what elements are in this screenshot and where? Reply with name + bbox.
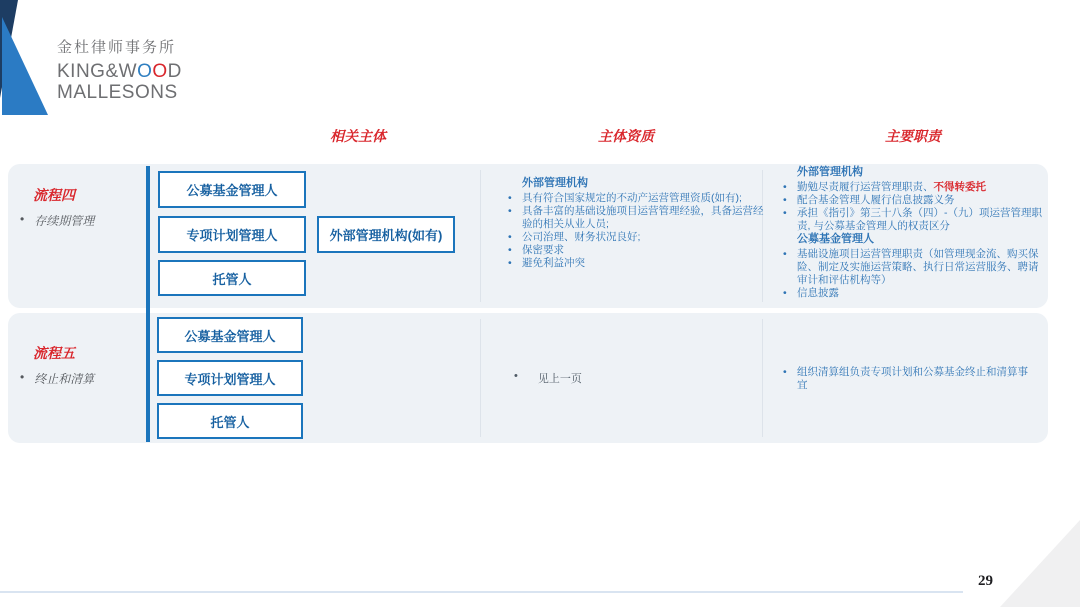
brand-name-en-line2: MALLESONS [57,82,178,104]
divider [762,319,763,437]
entity-box-custodian: 托管人 [158,260,306,296]
entity-box-external-manager: 外部管理机构(如有) [317,216,455,253]
page-number: 29 [978,573,993,589]
entity-box-custodian: 托管人 [157,403,303,439]
duty-highlight-no-subdelegation: 不得转委托 [933,180,986,193]
stage-desc-process4: • 存续期管理 [20,212,95,228]
column-header-duties: 主要职责 [885,128,941,144]
bullet-icon: • [514,370,518,382]
column-header-related-entities: 相关主体 [330,128,386,144]
qualification-item: • 避免利益冲突 [508,257,585,270]
bullet-icon: • [783,248,787,260]
column-header-qualifications: 主体资质 [598,128,654,144]
bullet-icon: • [20,370,25,384]
bullet-icon: • [783,366,787,378]
accent-line [146,166,150,442]
divider [480,170,481,302]
stage-label-process4: 流程四 [33,187,75,203]
brand-name-cn: 金杜律师事务所 [57,39,177,56]
corner-decoration [1000,520,1080,607]
bullet-icon: • [20,212,25,226]
bullet-icon: • [508,204,512,217]
duty-item: • 勤勉尽责履行运营管理职责、不得转委托 [783,180,986,193]
divider [480,319,481,437]
duties-subheader-public-fund-manager: 公募基金管理人 [797,233,874,246]
bullet-icon: • [783,180,787,193]
bullet-icon: • [508,257,512,270]
entity-box-public-fund-manager: 公募基金管理人 [158,171,306,208]
kwm-logo [57,36,182,104]
bullet-icon: • [508,231,512,244]
qualification-item: • 具有符合国家规定的不动产运营管理资质(如有); [508,191,742,204]
bullet-icon: • [783,287,787,300]
duty-item: • 信息披露 [783,287,839,300]
stage-label-process5: 流程五 [33,345,75,361]
brand-name-en-line1: KING&WOOD [57,61,182,82]
qualification-item: • 保密要求 [508,244,564,257]
stage-desc-process5: • 终止和清算 [20,370,95,386]
logo-o-blue: O [137,61,153,82]
qualification-item: • 公司治理、财务状况良好; [508,231,641,244]
bullet-icon: • [783,207,787,219]
entity-box-special-plan-manager: 专项计划管理人 [157,360,303,396]
duty-item: • 配合基金管理人履行信息披露义务 [783,193,955,206]
duty-item: • 承担《指引》第三十八条（四）-（九）项运营管理职责, 与公募基金管理人的权责区分 [783,207,1042,233]
footer-divider-line [0,591,963,593]
entity-box-public-fund-manager: 公募基金管理人 [157,317,303,353]
duty-item: • 基础设施项目运营管理职责（如管理现金流、购买保险、制定及实施运营策略、执行日常运营服务、聘请审计和评估机构等） [783,248,1039,287]
bullet-icon: • [508,244,512,257]
duties-subheader-external-manager: 外部管理机构 [797,166,863,178]
qualifications-block [508,177,764,271]
duty-item: • 组织清算组负责专项计划和公募基金终止和清算事宜 [783,366,1028,392]
bullet-icon: • [783,193,787,206]
entity-box-special-plan-manager: 专项计划管理人 [158,216,306,253]
qualification-item: • 具备丰富的基础设施项目运营管理经验，具备运营经验的相关从业人员; [508,204,764,230]
qualification-note-see-previous-page: • 见上一页 [514,370,582,385]
qualifications-subheader: 外部管理机构 [522,177,588,189]
duty-note-block [783,366,1035,392]
logo-o-red: O [152,61,168,82]
duties-block [783,166,1045,301]
bullet-icon: • [508,191,512,204]
